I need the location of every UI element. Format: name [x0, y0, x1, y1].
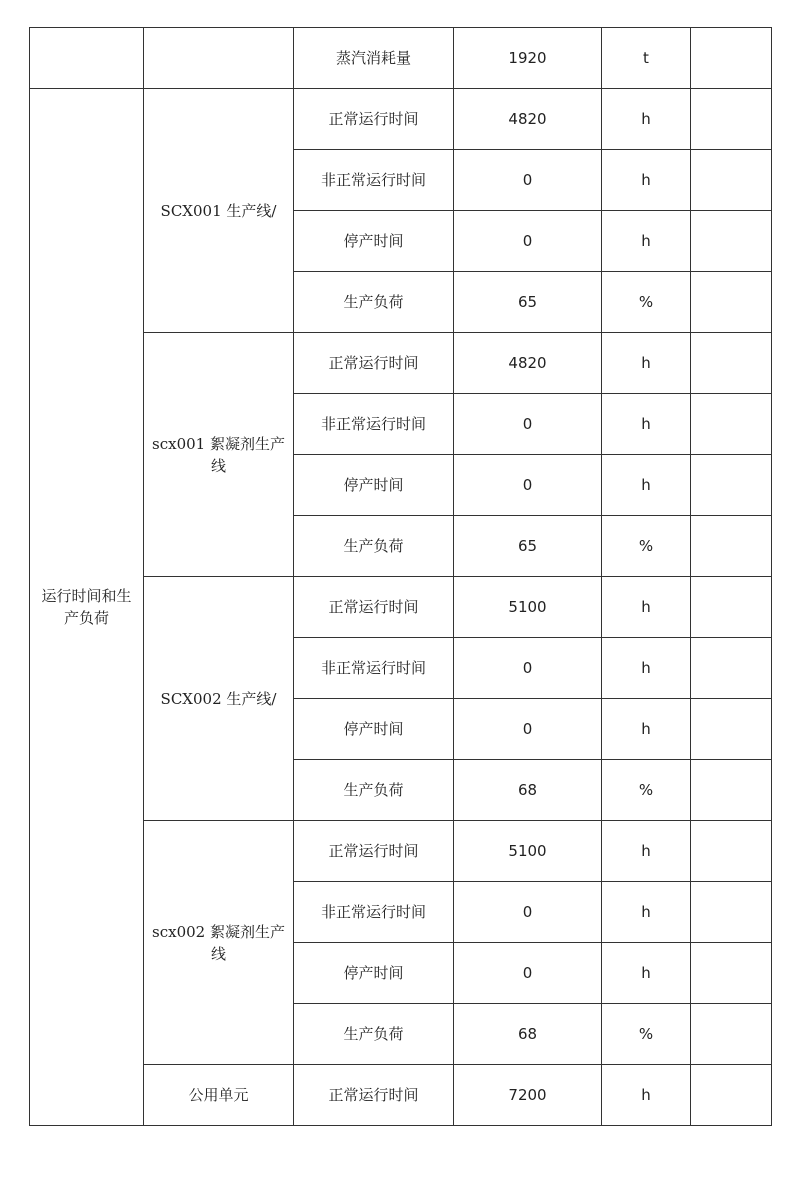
value-cell: 4820 — [454, 333, 602, 394]
unit-cell: h — [602, 211, 691, 272]
unit-cell: h — [602, 821, 691, 882]
item-cell: 非正常运行时间 — [294, 150, 454, 211]
value-cell: 0 — [454, 150, 602, 211]
value-cell: 65 — [454, 516, 602, 577]
group-label-cell: 运行时间和生产负荷 — [30, 89, 144, 1126]
unit-cell: h — [602, 333, 691, 394]
value-cell: 0 — [454, 455, 602, 516]
unit-cell: % — [602, 272, 691, 333]
unit-cell: % — [602, 760, 691, 821]
item-cell: 正常运行时间 — [294, 1065, 454, 1126]
empty-cell — [691, 760, 772, 821]
empty-cell — [691, 821, 772, 882]
unit-cell: h — [602, 1065, 691, 1126]
value-cell: 0 — [454, 394, 602, 455]
unit-cell: h — [602, 394, 691, 455]
empty-cell — [691, 394, 772, 455]
empty-cell — [691, 333, 772, 394]
subgroup-label-cell: 公用单元 — [144, 1065, 294, 1126]
empty-cell — [30, 28, 144, 89]
empty-cell — [691, 577, 772, 638]
unit-cell: h — [602, 882, 691, 943]
empty-cell — [691, 211, 772, 272]
value-cell: 7200 — [454, 1065, 602, 1126]
empty-cell — [691, 1065, 772, 1126]
value-cell: 0 — [454, 211, 602, 272]
unit-cell: h — [602, 943, 691, 1004]
unit-cell: t — [602, 28, 691, 89]
item-cell: 停产时间 — [294, 211, 454, 272]
unit-cell: h — [602, 455, 691, 516]
value-cell: 0 — [454, 943, 602, 1004]
subgroup-label-cell: scx001 絮凝剂生产线 — [144, 333, 294, 577]
item-cell: 停产时间 — [294, 455, 454, 516]
value-cell: 65 — [454, 272, 602, 333]
empty-cell — [691, 1004, 772, 1065]
empty-cell — [691, 150, 772, 211]
unit-cell: h — [602, 150, 691, 211]
empty-cell — [691, 455, 772, 516]
value-cell: 4820 — [454, 89, 602, 150]
empty-cell — [691, 943, 772, 1004]
value-cell: 0 — [454, 638, 602, 699]
item-cell: 正常运行时间 — [294, 333, 454, 394]
value-cell: 5100 — [454, 577, 602, 638]
item-cell: 生产负荷 — [294, 272, 454, 333]
item-cell: 蒸汽消耗量 — [294, 28, 454, 89]
item-cell: 非正常运行时间 — [294, 638, 454, 699]
item-cell: 非正常运行时间 — [294, 882, 454, 943]
unit-cell: h — [602, 638, 691, 699]
value-cell: 0 — [454, 699, 602, 760]
item-cell: 正常运行时间 — [294, 577, 454, 638]
value-cell: 1920 — [454, 28, 602, 89]
value-cell: 5100 — [454, 821, 602, 882]
subgroup-label-cell: scx002 絮凝剂生产线 — [144, 821, 294, 1065]
item-cell: 停产时间 — [294, 699, 454, 760]
item-cell: 生产负荷 — [294, 1004, 454, 1065]
unit-cell: % — [602, 1004, 691, 1065]
unit-cell: % — [602, 516, 691, 577]
item-cell: 停产时间 — [294, 943, 454, 1004]
item-cell: 正常运行时间 — [294, 821, 454, 882]
unit-cell: h — [602, 699, 691, 760]
item-cell: 生产负荷 — [294, 516, 454, 577]
value-cell: 0 — [454, 882, 602, 943]
value-cell: 68 — [454, 760, 602, 821]
empty-cell — [691, 638, 772, 699]
data-table — [29, 27, 772, 1126]
empty-cell — [144, 28, 294, 89]
item-cell: 非正常运行时间 — [294, 394, 454, 455]
empty-cell — [691, 882, 772, 943]
table-row — [30, 89, 772, 150]
empty-cell — [691, 272, 772, 333]
table-row — [30, 28, 772, 89]
unit-cell: h — [602, 89, 691, 150]
value-cell: 68 — [454, 1004, 602, 1065]
unit-cell: h — [602, 577, 691, 638]
subgroup-label-cell: SCX002 生产线/ — [144, 577, 294, 821]
item-cell: 生产负荷 — [294, 760, 454, 821]
empty-cell — [691, 516, 772, 577]
empty-cell — [691, 699, 772, 760]
empty-cell — [691, 89, 772, 150]
empty-cell — [691, 28, 772, 89]
subgroup-label-cell: SCX001 生产线/ — [144, 89, 294, 333]
item-cell: 正常运行时间 — [294, 89, 454, 150]
